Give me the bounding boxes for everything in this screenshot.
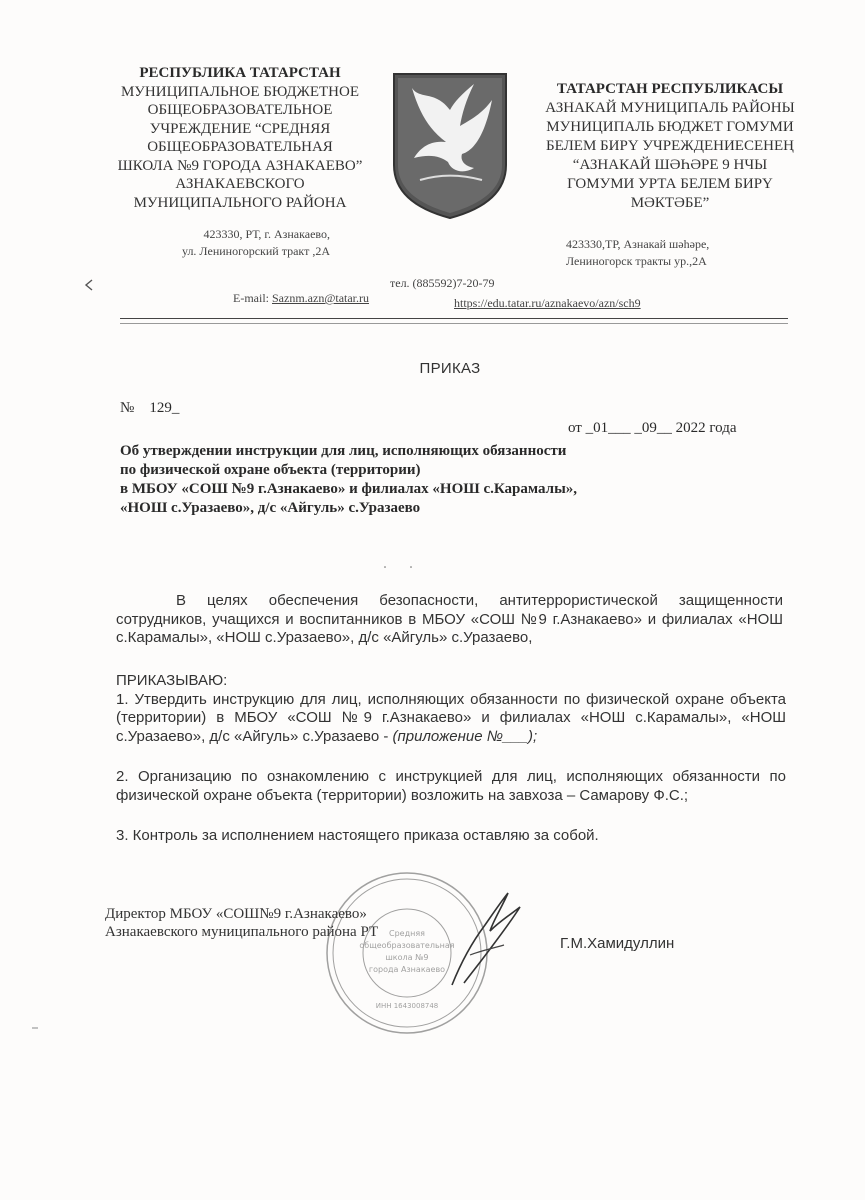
header-left-line: АЗНАКАЕВСКОГО [175, 176, 305, 192]
address-line: 423330, РТ, г. Азнакаево, [203, 227, 330, 241]
coat-of-arms-emblem [390, 70, 510, 220]
header-right-line: ГОМУМИ УРТА БЕЛЕМ БИРҮ [567, 176, 773, 192]
item-1-appendix: (приложение №___); [392, 727, 538, 745]
preamble [116, 592, 783, 648]
email-row [233, 291, 369, 306]
address-line: Лениногорск тракты ур.,2А [566, 254, 707, 268]
phone-number: тел. (885592)7-20-79 [390, 276, 495, 290]
order-subject [120, 442, 577, 518]
header-left-line: МУНИЦИПАЛЬНОЕ БЮДЖЕТНОЕ [120, 83, 360, 100]
header-left-line: МУНИЦИПАЛЬНОГО РАЙОНА [133, 194, 347, 211]
subject-line: по физической охране объекта (территории) [120, 462, 421, 478]
order-item-3: 3. Контроль за исполнением настоящего приказа оставляю за собой. [116, 827, 599, 844]
order-items [116, 672, 786, 846]
order-word: ПРИКАЗЫВАЮ: [116, 672, 228, 689]
header-right-line: МУНИЦИПАЛЬ БЮДЖЕТ ГОМУМИ [546, 119, 794, 135]
header-right-line: “АЗНАКАЙ ШӘҺӘРЕ 9 НЧЫ [572, 157, 768, 173]
website-link[interactable]: https://edu.tatar.ru/aznakaevo/azn/sch9 [454, 296, 641, 310]
header-left-line: УЧРЕЖДЕНИЕ “СРЕДНЯЯ [149, 120, 331, 137]
header-divider-thin [120, 323, 788, 324]
order-item-2: 2. Организацию по ознакомлению с инструкцией для лиц, исполняющих обязанности по физической охране объекта (территории) возложить на завхоза – Самарову Ф.С.; [116, 768, 786, 804]
header-right-address [566, 236, 766, 270]
order-item-1 [116, 691, 786, 747]
header-left-republic: РЕСПУБЛИКА ТАТАРСТАН [139, 65, 341, 81]
header-right-line: МӘКТӘБЕ” [630, 195, 710, 211]
number-value: 129_ [149, 400, 180, 416]
address-line: 423330,ТР, Азнакай шәһәре, [566, 237, 710, 251]
handwritten-signature [430, 885, 540, 995]
header-right [515, 80, 825, 213]
header-left-line: ОБЩЕОБРАЗОВАТЕЛЬНОЕ [147, 102, 333, 118]
stamp-line: общеобразовательная [359, 941, 455, 950]
stamp-line: города Азнакаево [368, 965, 446, 974]
stamp-line: Средняя [389, 929, 425, 938]
number-label: № [120, 400, 135, 416]
email-link[interactable]: Saznm.azn@tatar.ru [272, 291, 370, 305]
order-number [120, 400, 179, 417]
header-left-address [150, 226, 330, 260]
order-date: от _01___ _09__ 2022 года [568, 420, 737, 436]
signatory-name: Г.М.Хамидуллин [560, 935, 675, 952]
header-right-line: АЗНАКАЙ МУНИЦИПАЛЬ РАЙОНЫ [545, 100, 795, 116]
header-left-line: ШКОЛА №9 ГОРОДА АЗНАКАЕВО” [117, 157, 363, 174]
preamble-text: В целях обеспечения безопасности, антитеррористической защищенности сотрудников, учащихся и воспитанников в МБОУ «СОШ №9 г.Азнакаево» и филиалах «НОШ с.Карамалы», «НОШ с.Уразаево», д/с «Айгуль» с.Уразаево, [116, 592, 783, 646]
header-right-republic: ТАТАРСТАН РЕСПУБЛИКАСЫ [556, 81, 784, 97]
header-divider [120, 318, 788, 319]
item-1-text: 1. Утвердить инструкцию для лиц, исполняющих обязанности по физической охране объекта (территории) в МБОУ «СОШ №9 г.Азнакаево» и филиалах «НОШ с.Карамалы», «НОШ с.Уразаево», д/с «Айгуль» с.Уразаево - [116, 690, 786, 745]
address-line: ул. Лениногорский тракт ,2А [181, 244, 330, 258]
position-line: Директор МБОУ «СОШ№9 г.Азнакаево» [105, 906, 367, 922]
subject-line: в МБОУ «СОШ №9 г.Азнакаево» и филиалах «НОШ с.Карамалы», [120, 481, 578, 497]
subject-line: Об утверждении инструкции для лиц, исполняющих обязанности [120, 443, 567, 459]
header-left [80, 64, 400, 212]
header-right-line: БЕЛЕМ БИРҮ УЧРЕЖДЕНИЕСЕНЕҢ [546, 138, 794, 154]
position-line: Азнакаевского муниципального района РТ [105, 924, 379, 940]
header-left-line: ОБЩЕОБРАЗОВАТЕЛЬНАЯ [147, 139, 333, 155]
email-label: E-mail: [233, 291, 269, 305]
document-title: ПРИКАЗ [419, 360, 481, 377]
subject-line: «НОШ с.Уразаево», д/с «Айгуль» с.Уразаево [120, 500, 421, 516]
stamp-line: школа №9 [385, 953, 429, 962]
stamp-inn: ИНН 1643008748 [375, 1002, 439, 1010]
